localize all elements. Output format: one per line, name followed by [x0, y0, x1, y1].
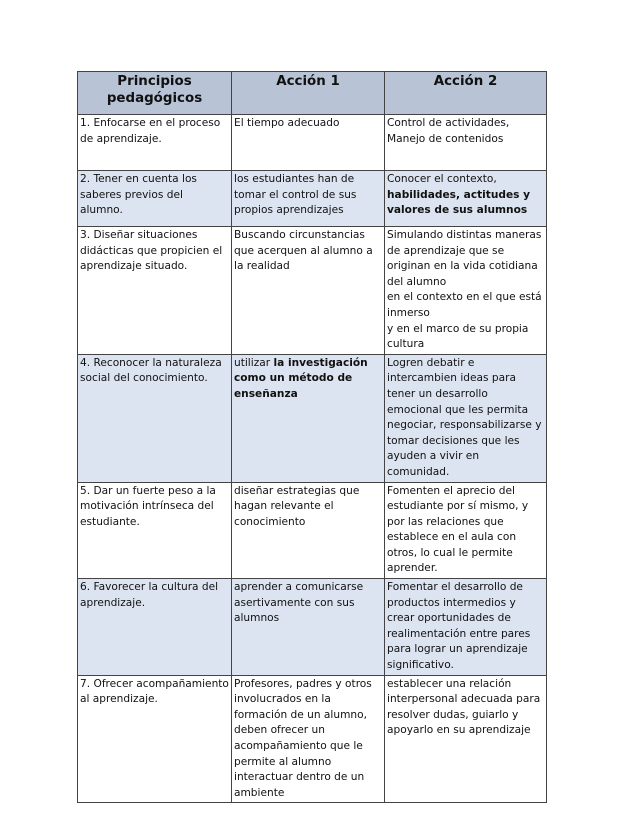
- accion-2-line: Simulando distintas maneras de aprendizaje que se originan en la vida cotidiana del alumno: [387, 229, 542, 288]
- accion-1-cell: El tiempo adecuado: [232, 115, 385, 171]
- accion-2-cell: Control de actividades, Manejo de contenidos: [385, 115, 547, 171]
- table-row: [78, 482, 547, 579]
- accion-2-bold-text: habilidades, actitudes y valores de sus alumnos: [387, 188, 531, 217]
- accion-1-cell: los estudiantes han de tomar el control de sus propios aprendizajes: [232, 171, 385, 227]
- accion-2-cell: Fomentar el desarrollo de productos intermedios y crear oportunidades de realimentación entre pares para lograr un aprendizaje significativo.: [385, 579, 547, 676]
- table-row: [78, 115, 547, 171]
- principle-cell: 7. Ofrecer acompañamiento al aprendizaje.: [78, 675, 232, 803]
- accion-1-cell: [232, 354, 385, 482]
- header-principles: Principios pedagógicos: [78, 72, 232, 115]
- table-row: [78, 171, 547, 227]
- accion-2-cell: [385, 227, 547, 355]
- principle-cell: 6. Favorecer la cultura del aprendizaje.: [78, 579, 232, 676]
- principle-cell: 3. Diseñar situaciones didácticas que propicien el aprendizaje situado.: [78, 227, 232, 355]
- header-accion-1: Acción 1: [232, 72, 385, 115]
- header-accion-2: Acción 2: [385, 72, 547, 115]
- accion-1-cell: diseñar estrategias que hagan relevante el conocimiento: [232, 482, 385, 579]
- table-row: [78, 354, 547, 482]
- principle-cell: 2. Tener en cuenta los saberes previos del alumno.: [78, 171, 232, 227]
- accion-1-text: utilizar: [234, 356, 274, 369]
- principle-cell: 4. Reconocer la naturaleza social del conocimiento.: [78, 354, 232, 482]
- table-header-row: [78, 72, 547, 115]
- accion-2-cell: establecer una relación interpersonal adecuada para resolver dudas, guiarlo y apoyarlo en su aprendizaje: [385, 675, 547, 803]
- table-row: [78, 675, 547, 803]
- accion-2-cell: Logren debatir e intercambien ideas para tener un desarrollo emocional que les permita negociar, responsabilizarse y tomar decisiones que les ayuden a vivir en comunidad.: [385, 354, 547, 482]
- principle-cell: 5. Dar un fuerte peso a la motivación intrínseca del estudiante.: [78, 482, 232, 579]
- accion-2-line: y en el marco de su propia cultura: [387, 322, 529, 351]
- accion-2-cell: [385, 171, 547, 227]
- accion-1-bold-text: la investigación como un método de enseñanza: [234, 356, 368, 400]
- accion-2-cell: Fomenten el aprecio del estudiante por sí mismo, y por las relaciones que establece en el aula con otros, lo cual le permite aprender.: [385, 482, 547, 579]
- pedagogical-principles-table: [77, 71, 547, 803]
- accion-2-line: en el contexto en el que está inmerso: [387, 291, 542, 319]
- principle-cell: 1. Enfocarse en el proceso de aprendizaje.: [78, 115, 232, 171]
- table-row: [78, 227, 547, 355]
- accion-1-cell: aprender a comunicarse asertivamente con sus alumnos: [232, 579, 385, 676]
- table-row: [78, 579, 547, 676]
- accion-2-text: Conocer el contexto,: [387, 173, 497, 185]
- accion-1-cell: Buscando circunstancias que acerquen al alumno a la realidad: [232, 227, 385, 355]
- accion-1-cell: Profesores, padres y otros involucrados en la formación de un alumno, deben ofrecer un acompañamiento que le permite al alumno interactuar dentro de un ambiente: [232, 675, 385, 803]
